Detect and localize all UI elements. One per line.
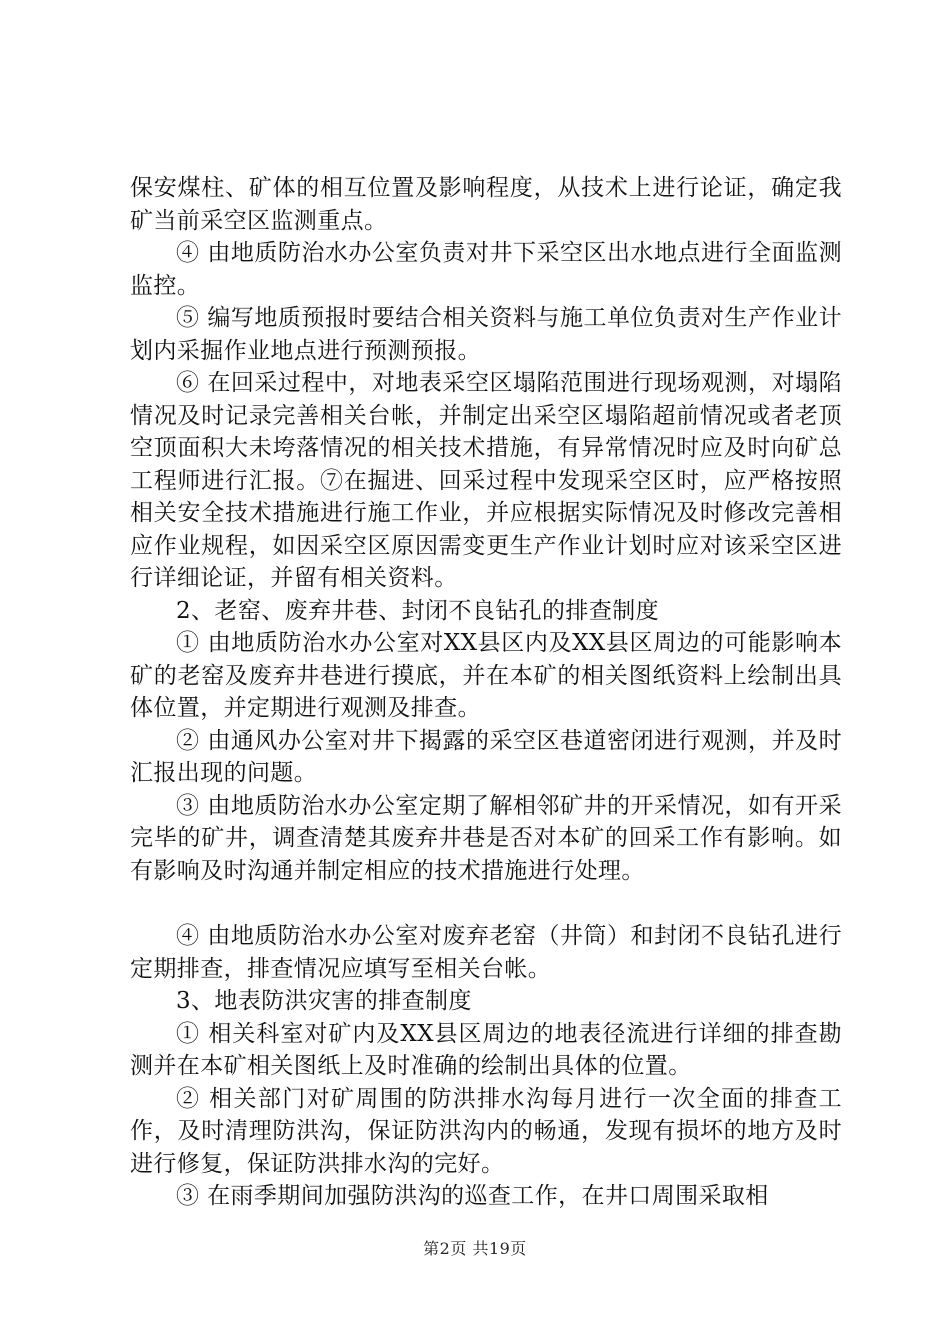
paragraph-ventilation-observation: ② 由通风办公室对井下揭露的采空区巷道密闭进行观测，并及时汇报出现的问题。 [130, 727, 842, 786]
paragraph-adjacent-mines: ③ 由地质防治水办公室定期了解相邻矿井的开采情况，如有开采完毕的矿井，调查清楚其废弃井巷是否对本矿的回采工作有影响。如有影响及时沟通并制定相应的技术措施进行处理。 [130, 792, 842, 884]
paragraph-borehole-inspection: ④ 由地质防治水办公室对废弃老窑（井筒）和封闭不良钻孔进行定期排查，排查情况应填写至相关台帐。 [130, 923, 842, 982]
paragraph-old-kiln-survey: ① 由地质防治水办公室对XX县区内及XX县区周边的可能影响本矿的老窑及废弃井巷进行摸底，并在本矿的相关图纸资料上绘制出具体位置，并定期进行观测及排查。 [130, 630, 842, 721]
section-heading-3: 3、地表防洪灾害的排查制度 [176, 988, 472, 1014]
paragraph-runoff-survey: ① 相关科室对矿内及XX县区周边的地表径流进行详细的排查勘测并在本矿相关图纸上及时准确的绘制出具体的位置。 [130, 1020, 842, 1079]
paragraph-item-6-subsidence: ⑥ 在回采过程中，对地表采空区塌陷范围进行现场观测，对塌陷情况及时记录完善相关台帐，并制定出采空区塌陷超前情况或者老顶空顶面积大未垮落情况的相关技术措施，有异常情况时应及时向矿总工程师进行汇报。⑦在掘进、回采过程中发现采空区时，应严格按照相关安全技术措施进行施工作业，并应根据实际情况及时修改完善相应作业规程，如因采空区原因需变更生产作业计划时应对该采空区进行详细论证，并留有相关资料。 [130, 370, 842, 591]
blank-line [130, 887, 842, 920]
paragraph-continuation: 保安煤柱、矿体的相互位置及影响程度，从技术上进行论证，确定我矿当前采空区监测重点。 [130, 175, 842, 234]
paragraph-drainage-ditch: ② 相关部门对矿周围的防洪排水沟每月进行一次全面的排查工作，及时清理防洪沟，保证防洪沟内的畅通，发现有损坏的地方及时进行修复，保证防洪排水沟的完好。 [130, 1085, 842, 1177]
paragraph-item-4-water-monitoring: ④ 由地质防治水办公室负责对井下采空区出水地点进行全面监测监控。 [130, 240, 842, 299]
document-body [130, 172, 842, 1213]
section-heading-2: 2、老窑、废弃井巷、封闭不良钻孔的排查制度 [176, 597, 660, 624]
paragraph-item-5-forecast: ⑤ 编写地质预报时要结合相关资料与施工单位负责对生产作业计划内采掘作业地点进行预测预报。 [130, 305, 842, 364]
paragraph-rainy-season: ③ 在雨季期间加强防洪沟的巡查工作，在井口周围采取相 [176, 1183, 769, 1209]
page-number-footer: 第2页 共19页 [423, 1239, 527, 1258]
